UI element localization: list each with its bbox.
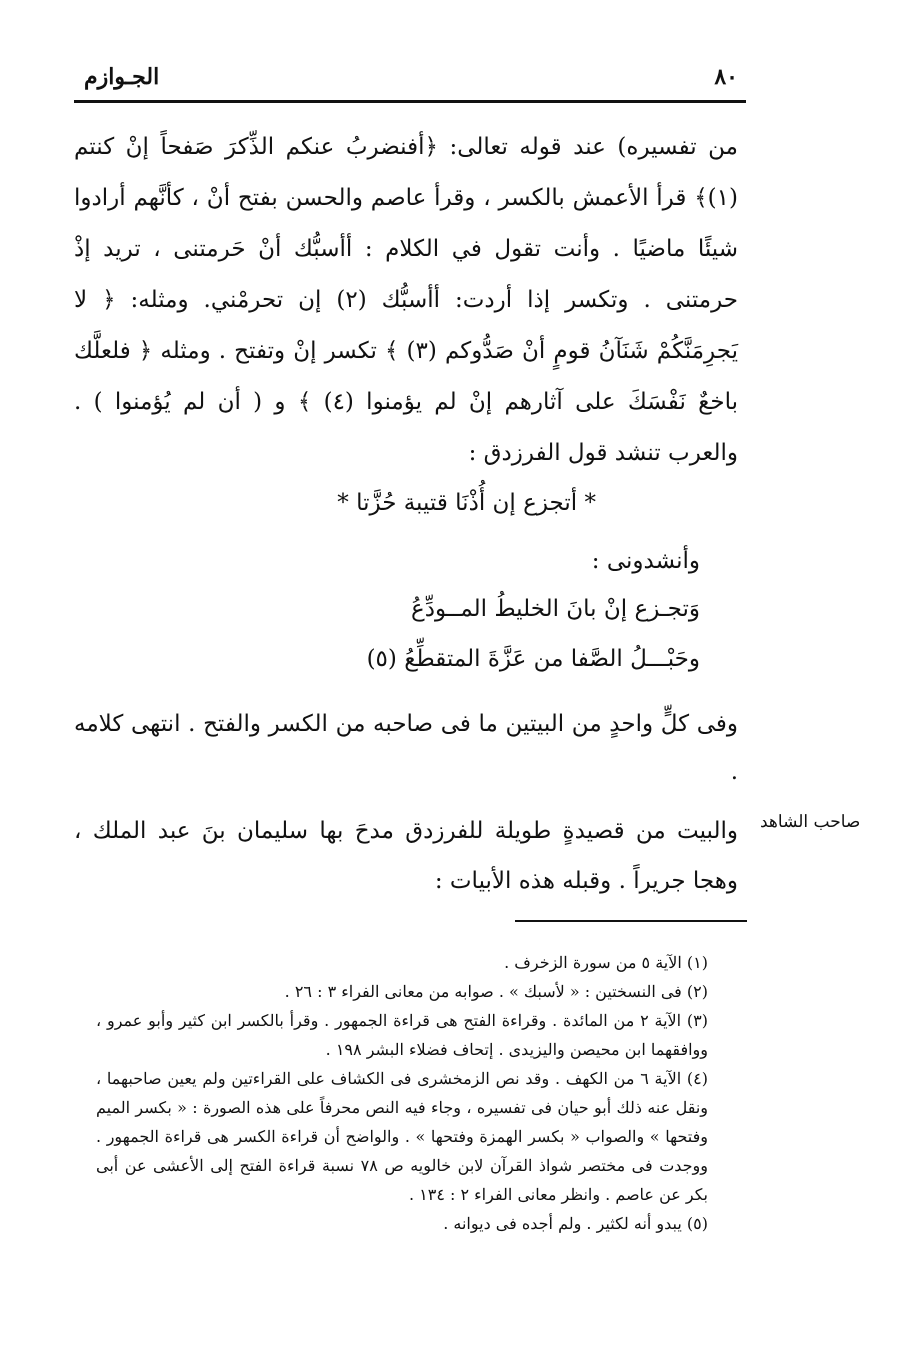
verse-1: * أتجزع إن أُذْنَا قتيبة حُزَّتا * bbox=[337, 490, 596, 516]
footnote-2: (٢) فى النسختين : « لأسبك » . صوابه من معانى الفراء ٣ : ٢٦ . bbox=[284, 982, 708, 1001]
main-paragraph bbox=[74, 122, 738, 479]
paragraph-2: وفى كلٍّ واحدٍ من البيتين ما فى صاحبه من الكسر والفتح . انتهى كلامه . bbox=[74, 711, 738, 785]
verse-2-line-2: وحَبْـــلُ الصَّفا من عَزَّةَ المتقطِّعُ (٥) bbox=[366, 646, 700, 672]
paragraph-3-block bbox=[74, 806, 738, 906]
verse-2-line-1: وَتجـزع إنْ بانَ الخليطُ المــودِّعُ bbox=[411, 596, 700, 622]
margin-note: صاحب الشاهد bbox=[760, 812, 861, 832]
page-number: ٨٠ bbox=[714, 64, 738, 90]
footnote-1: (١) الآية ٥ من سورة الزخرف . bbox=[504, 953, 708, 972]
paragraph-2-block bbox=[74, 700, 738, 796]
running-title: الجـوازم bbox=[84, 64, 160, 90]
paragraph-1: من تفسيره) عند قوله تعالى: ﴿أفنضربُ عنكم الذِّكرَ صَفحاً إنْ كنتم (١)﴾ قرأ الأعمش بالكسر ، وقرأ عاصم والحسن بفتح أنْ ، كأنَّهم أرادوا شيئًا ماضيًا . وأنت تقول في الكلام : أأسبُّك أنْ حَرمتنى ، تريد إذْ حرمتنى . وتكسر إذا أردت: أأسبُّك (٢) إن تحرمْني. ومثله: ﴿ لا يَجرِمَنَّكُمْ شَنَآنُ قومٍ أنْ صَدُّوكم (٣) ﴾ تكسر إنْ وتفتح . ومثله ﴿ فلعلَّك باخعٌ نَفْسَكَ على آثارهم إنْ لم يؤمنوا (٤) ﴾ و ( أن لم يُؤمنوا ) . والعرب تنشد قول الفرزدق : bbox=[74, 134, 739, 466]
verse-intro: وأنشدونى : bbox=[591, 548, 700, 574]
header-rule bbox=[74, 100, 746, 103]
page-header bbox=[74, 58, 746, 98]
paragraph-3: والبيت من قصيدةٍ طويلة للفرزدق مدحَ بها سليمان بنَ عبد الملك ، وهجا جريراً . وقبله هذه الأبيات : bbox=[74, 818, 738, 894]
footnotes bbox=[96, 948, 708, 1238]
footnote-3: (٣) الآية ٢ من المائدة . وقراءة الفتح هى قراءة الجمهور . وقرأ بالكسر ابن كثير وأبو عمرو ، ووافقهما ابن محيصن واليزيدى . إتحاف فضلاء البشر ١٩٨ . bbox=[96, 1011, 709, 1059]
footnote-5: (٥) يبدو أنه لكثير . ولم أجده فى ديوانه . bbox=[443, 1214, 708, 1233]
footnote-4: (٤) الآية ٦ من الكهف . وقد نص الزمخشرى فى الكشاف على القراءتين ولم يعين صاحبهما ، ونقل عنه ذلك أبو حيان فى تفسيره ، وجاء فيه النص محرفاً على هذه الصورة : « بكسر الميم وفتحها » والصواب « بكسر الهمزة وفتحها » . والواضح أن قراءة الكسر هى قراءة الجمهور . ووجدت فى مختصر شواذ القرآن لابن خالويه ص ٧٨ نسبة قراءة الفتح إلى الأعشى عن أبى بكر عن عاصم . وانظر معانى الفراء ٢ : ١٣٤ . bbox=[96, 1069, 709, 1204]
footnote-rule bbox=[515, 920, 747, 922]
